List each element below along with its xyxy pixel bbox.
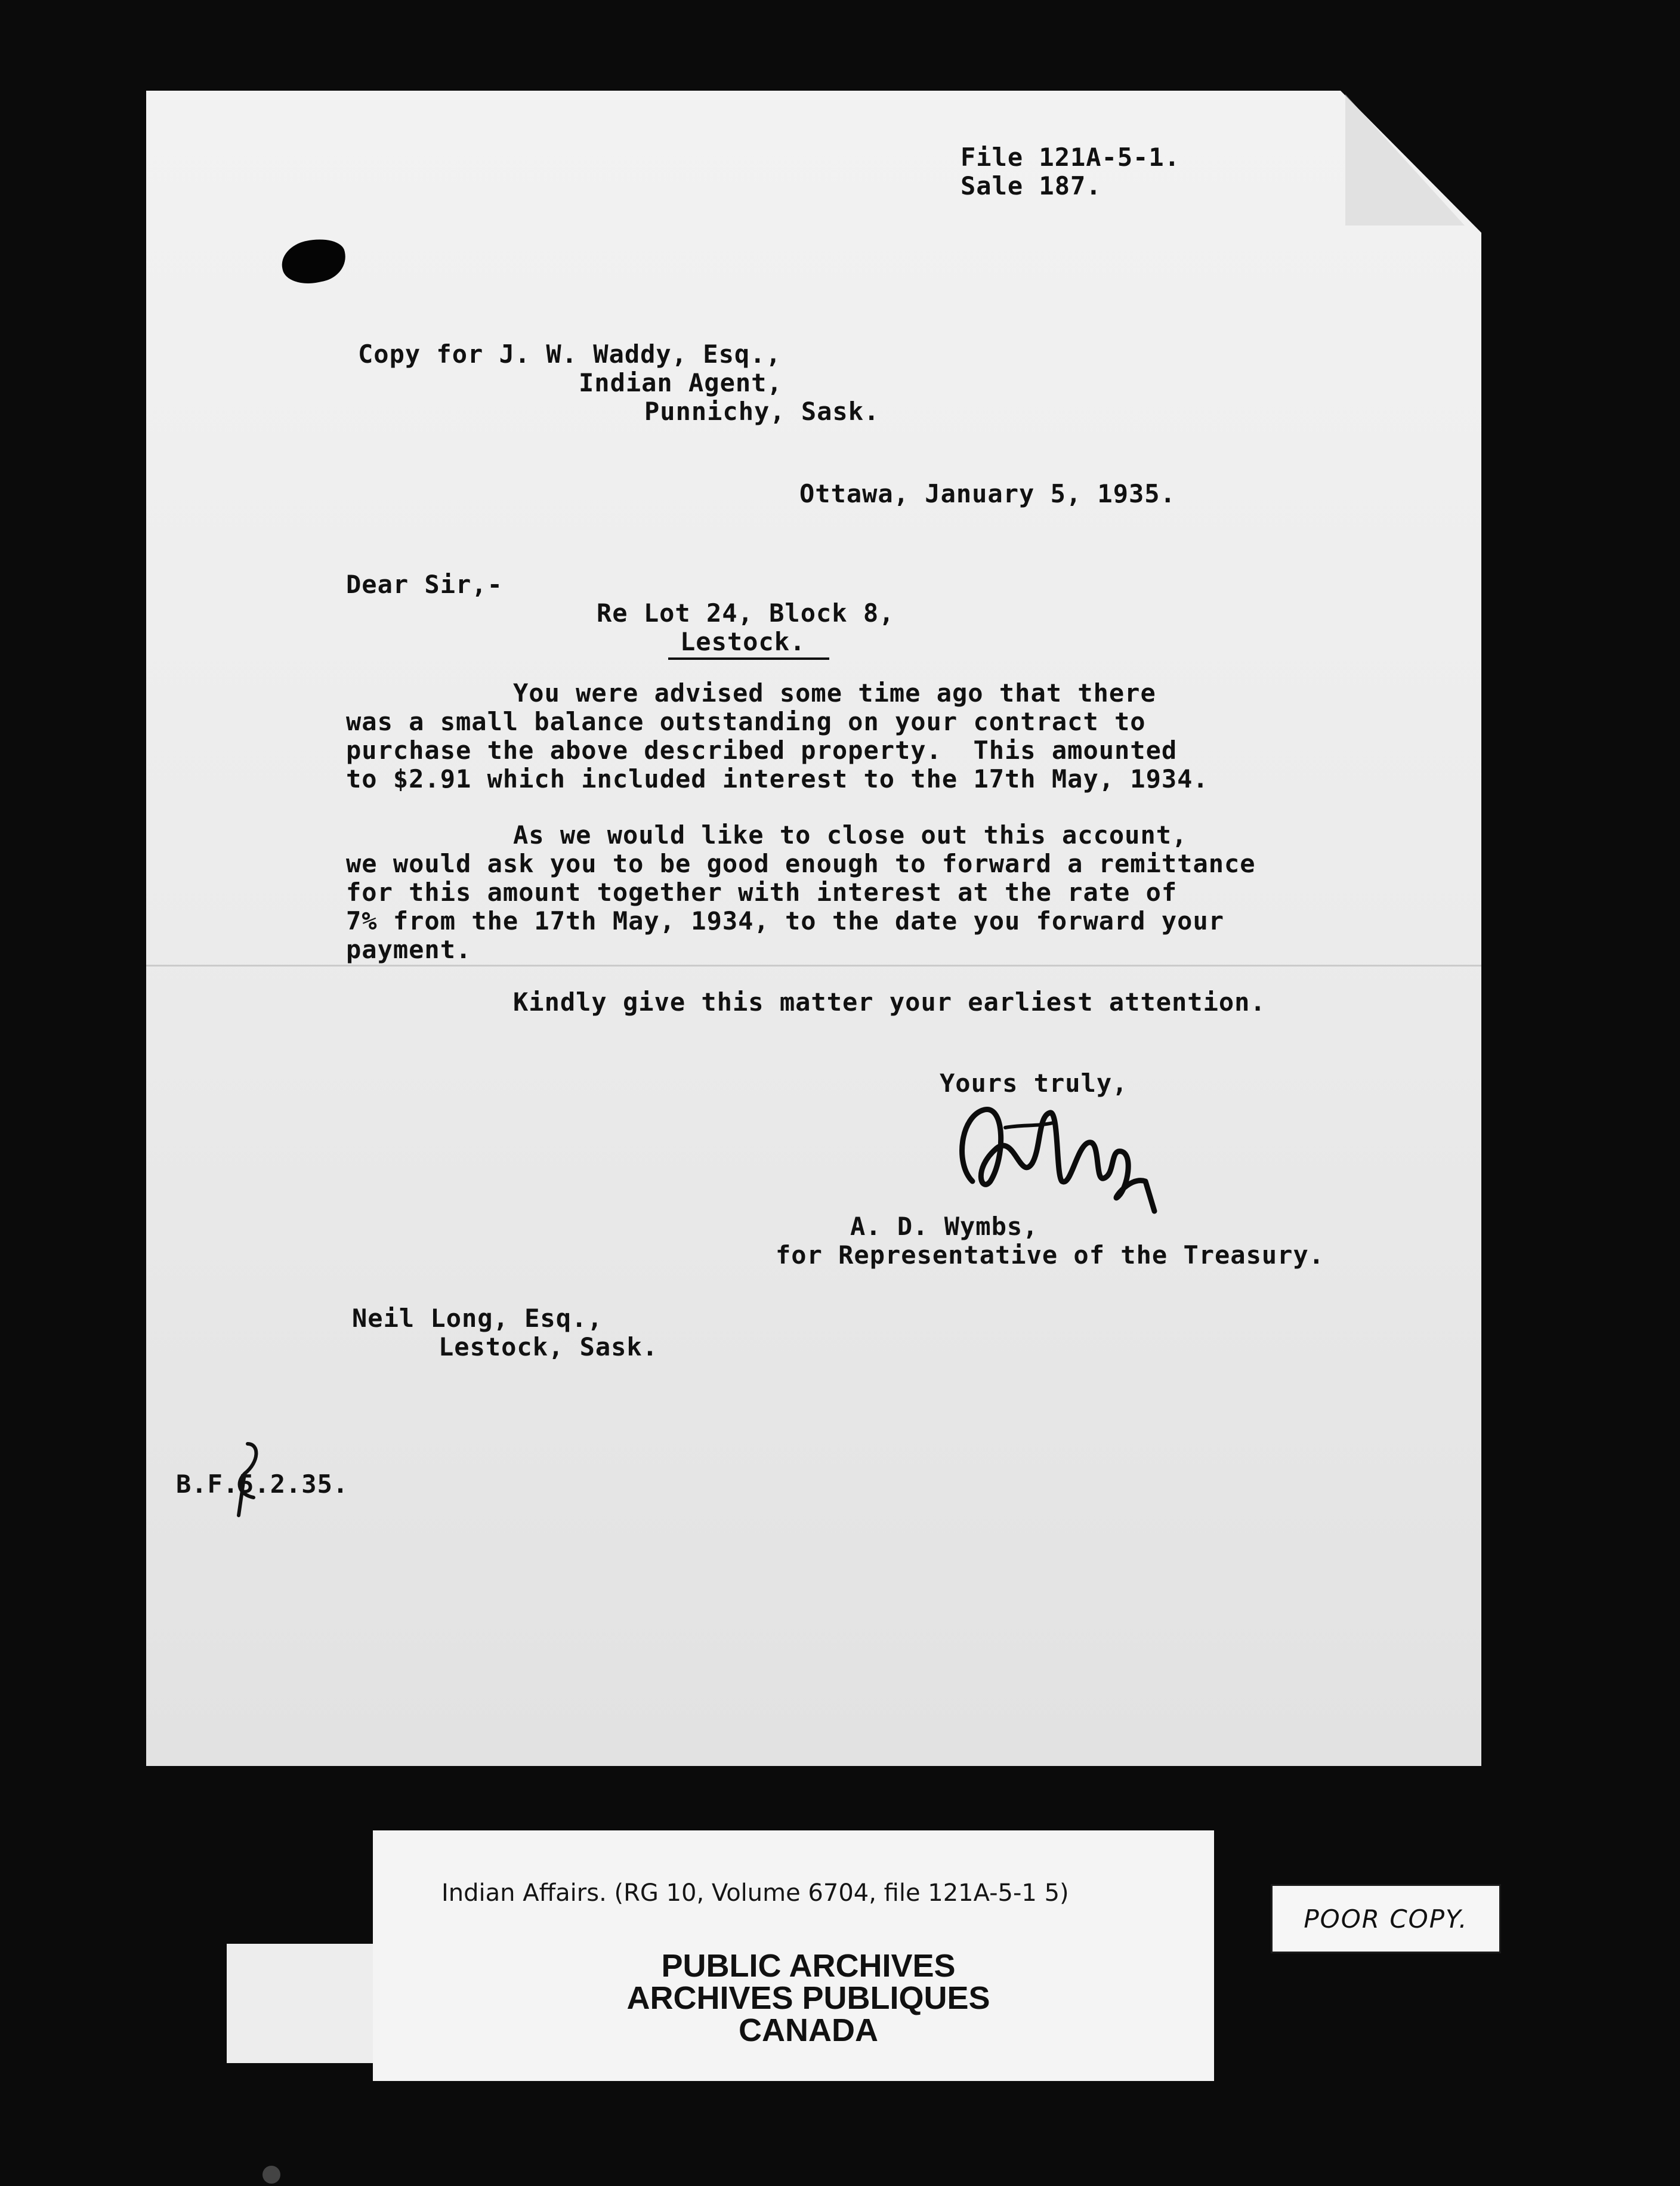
archive-institution [534, 1950, 1083, 2046]
paragraph-2-line-1: As we would like to close out this account, [513, 820, 1188, 850]
paragraph-3: Kindly give this matter your earliest attention. [513, 987, 1266, 1017]
signer-name: A. D. Wymbs, [850, 1212, 1039, 1241]
file-reference: File 121A-5-1. [961, 143, 1181, 172]
salutation: Dear Sir,- [346, 570, 503, 599]
copy-recipient-line-3: Punnichy, Sask. [644, 397, 880, 426]
archive-country: CANADA [739, 2012, 878, 2048]
subject-line-1: Re Lot 24, Block 8, [597, 598, 895, 628]
addressee-line-2: Lestock, Sask. [438, 1332, 659, 1361]
paragraph-2-line-2: we would ask you to be good enough to forward a remittance [346, 849, 1256, 878]
handwritten-signature [949, 1092, 1163, 1217]
paragraph-2-line-4: 7% from the 17th May, 1934, to the date you forward your [346, 906, 1225, 935]
paragraph-1-line-2: was a small balance outstanding on your contract to [346, 707, 1146, 736]
poor-copy-stamp: POOR COPY. [1271, 1884, 1501, 1953]
copy-recipient-line-1: Copy for J. W. Waddy, Esq., [358, 339, 782, 369]
paragraph-2-line-3: for this amount together with interest at the rate of [346, 878, 1178, 907]
paragraph-1-line-1: You were advised some time ago that there [513, 678, 1156, 708]
sale-reference: Sale 187. [961, 171, 1102, 200]
film-sprocket-mark [262, 2166, 280, 2184]
paragraph-1-line-4: to $2.91 which included interest to the 17th May, 1934. [346, 764, 1209, 793]
archive-label-notch [227, 1851, 373, 1944]
handwritten-mark [227, 1438, 268, 1521]
archive-reference: Indian Affairs. (RG 10, Volume 6704, file 121A-5-1 5) [441, 1879, 1069, 1907]
folded-corner [1345, 94, 1465, 226]
bring-forward-note: B.F.5.2.35. [176, 1469, 349, 1499]
subject-line-2: Lestock. [668, 628, 829, 660]
signer-title: for Representative of the Treasury. [776, 1240, 1325, 1270]
copy-recipient-line-2: Indian Agent, [579, 368, 783, 397]
addressee-line-1: Neil Long, Esq., [352, 1304, 603, 1333]
archive-name-english: PUBLIC ARCHIVES [661, 1948, 956, 1984]
paragraph-2-line-5: payment. [346, 935, 472, 964]
place-and-date: Ottawa, January 5, 1935. [799, 479, 1176, 508]
complimentary-close: Yours truly, [940, 1069, 1128, 1098]
archive-name-french: ARCHIVES PUBLIQUES [626, 1980, 990, 2016]
paragraph-1-line-3: purchase the above described property. This amounted [346, 736, 1178, 765]
page-crease [146, 965, 1481, 967]
